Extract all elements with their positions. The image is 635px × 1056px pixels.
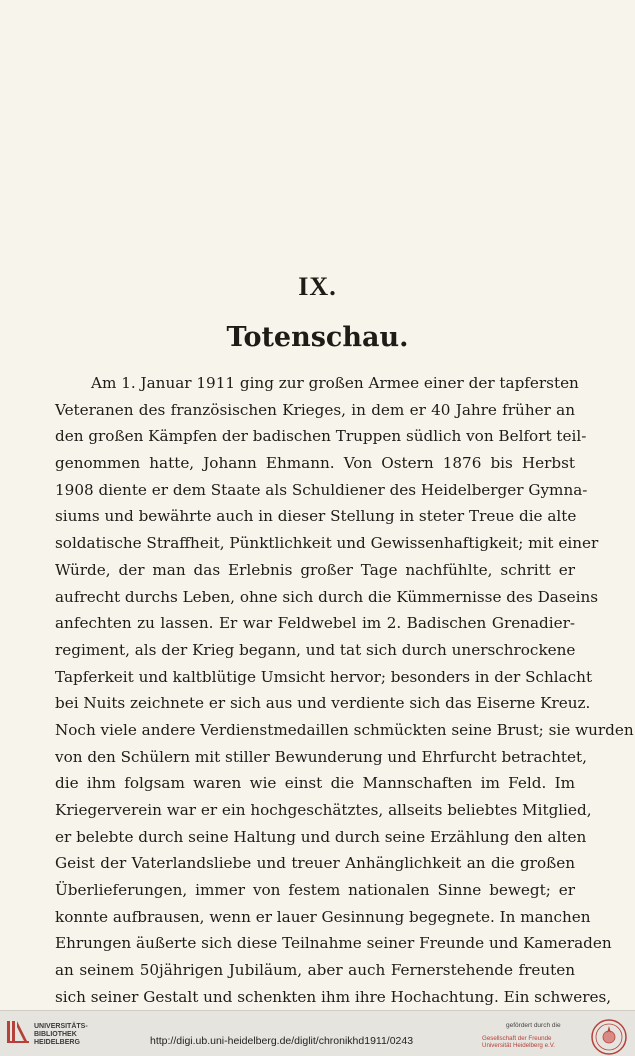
sponsor-label: gefördert durch die <box>506 1022 561 1029</box>
text-line: an seinem 50jährigen Jubiläum, aber auch Fernerstehende freuten <box>55 961 575 980</box>
text-line: den großen Kämpfen der badischen Truppen südlich von Belfort teil- <box>55 427 587 446</box>
text-line: Noch viele andere Verdienstmedaillen schmückten seine Brust; sie wurden <box>55 720 634 739</box>
text-line: Würde, der man das Erlebnis großer Tage nachfühlte, schritt er <box>55 560 575 579</box>
chapter-title: Totenschau. <box>226 322 409 353</box>
text-line: Kriegerverein war er ein hochgeschätztes, allseits beliebtes Mitglied, <box>55 801 592 819</box>
sponsor-name[interactable]: Gesellschaft der Freunde Universität Heidelberg e.V. <box>482 1035 556 1049</box>
library-logo-text: UNIVERSITÄTS- BIBLIOTHEK HEIDELBERG <box>34 1023 88 1046</box>
footer-bar <box>0 1010 635 1056</box>
text-line: Tapferkeit und kaltblütige Umsicht hervor; besonders in der Schlacht <box>55 667 593 686</box>
text-line: 1908 diente er dem Staate als Schuldiener des Heidelberger Gymna- <box>55 480 588 499</box>
text-line: Ehrungen äußerte sich diese Teilnahme seiner Freunde und Kameraden <box>55 934 612 953</box>
text-line: Am 1. Januar 1911 ging zur großen Armee einer der tapfersten <box>91 374 579 392</box>
text-line: Veteranen des französischen Krieges, in dem er 40 Jahre früher an <box>55 400 575 419</box>
text-line: konnte aufbrausen, wenn er lauer Gesinnung begegnete. In manchen <box>55 907 591 926</box>
text-line: er belebte durch seine Haltung und durch seine Erzählung den alten <box>55 827 587 846</box>
text-line: aufrecht durchs Leben, ohne sich durch die Kümmernisse des Daseins <box>55 587 599 606</box>
text-line: Geist der Vaterlandsliebe und treuer Anhänglichkeit an die großen <box>55 854 575 873</box>
text-line: genommen hatte, Johann Ehmann. Von Ostern 1876 bis Herbst <box>55 454 575 473</box>
text-line: bei Nuits zeichnete er sich aus und verdiente sich das Eiserne Kreuz. <box>55 694 591 713</box>
university-seal-icon <box>590 1018 628 1056</box>
text-line: regiment, als der Krieg begann, und tat sich durch unerschrockene <box>55 640 576 659</box>
text-line: soldatische Straffheit, Pünktlichkeit und Gewissenhaftigkeit; mit einer <box>55 534 599 553</box>
text-line: siums und bewährte auch in dieser Stellung in steter Treue die alte <box>55 507 577 526</box>
text-line: Überlieferungen, immer von festem nationalen Sinne bewegt; er <box>55 881 575 900</box>
text-line: von den Schülern mit stiller Bewunderung und Ehrfurcht betrachtet, <box>55 747 587 766</box>
library-logo-icon[interactable] <box>6 1019 30 1045</box>
chapter-number: IX. <box>298 272 337 301</box>
page-url-link[interactable]: http://digi.ub.uni-heidelberg.de/diglit/chronikhd1911/0243 <box>150 1035 414 1047</box>
text-line: anfechten zu lassen. Er war Feldwebel im 2. Badischen Grenadier- <box>55 614 575 633</box>
text-line: die ihm folgsam waren wie einst die Mannschaften im Feld. Im <box>55 774 575 793</box>
text-line: sich seiner Gestalt und schenkten ihm ihre Hochachtung. Ein schweres, <box>55 987 612 1006</box>
body-text <box>55 370 634 1011</box>
